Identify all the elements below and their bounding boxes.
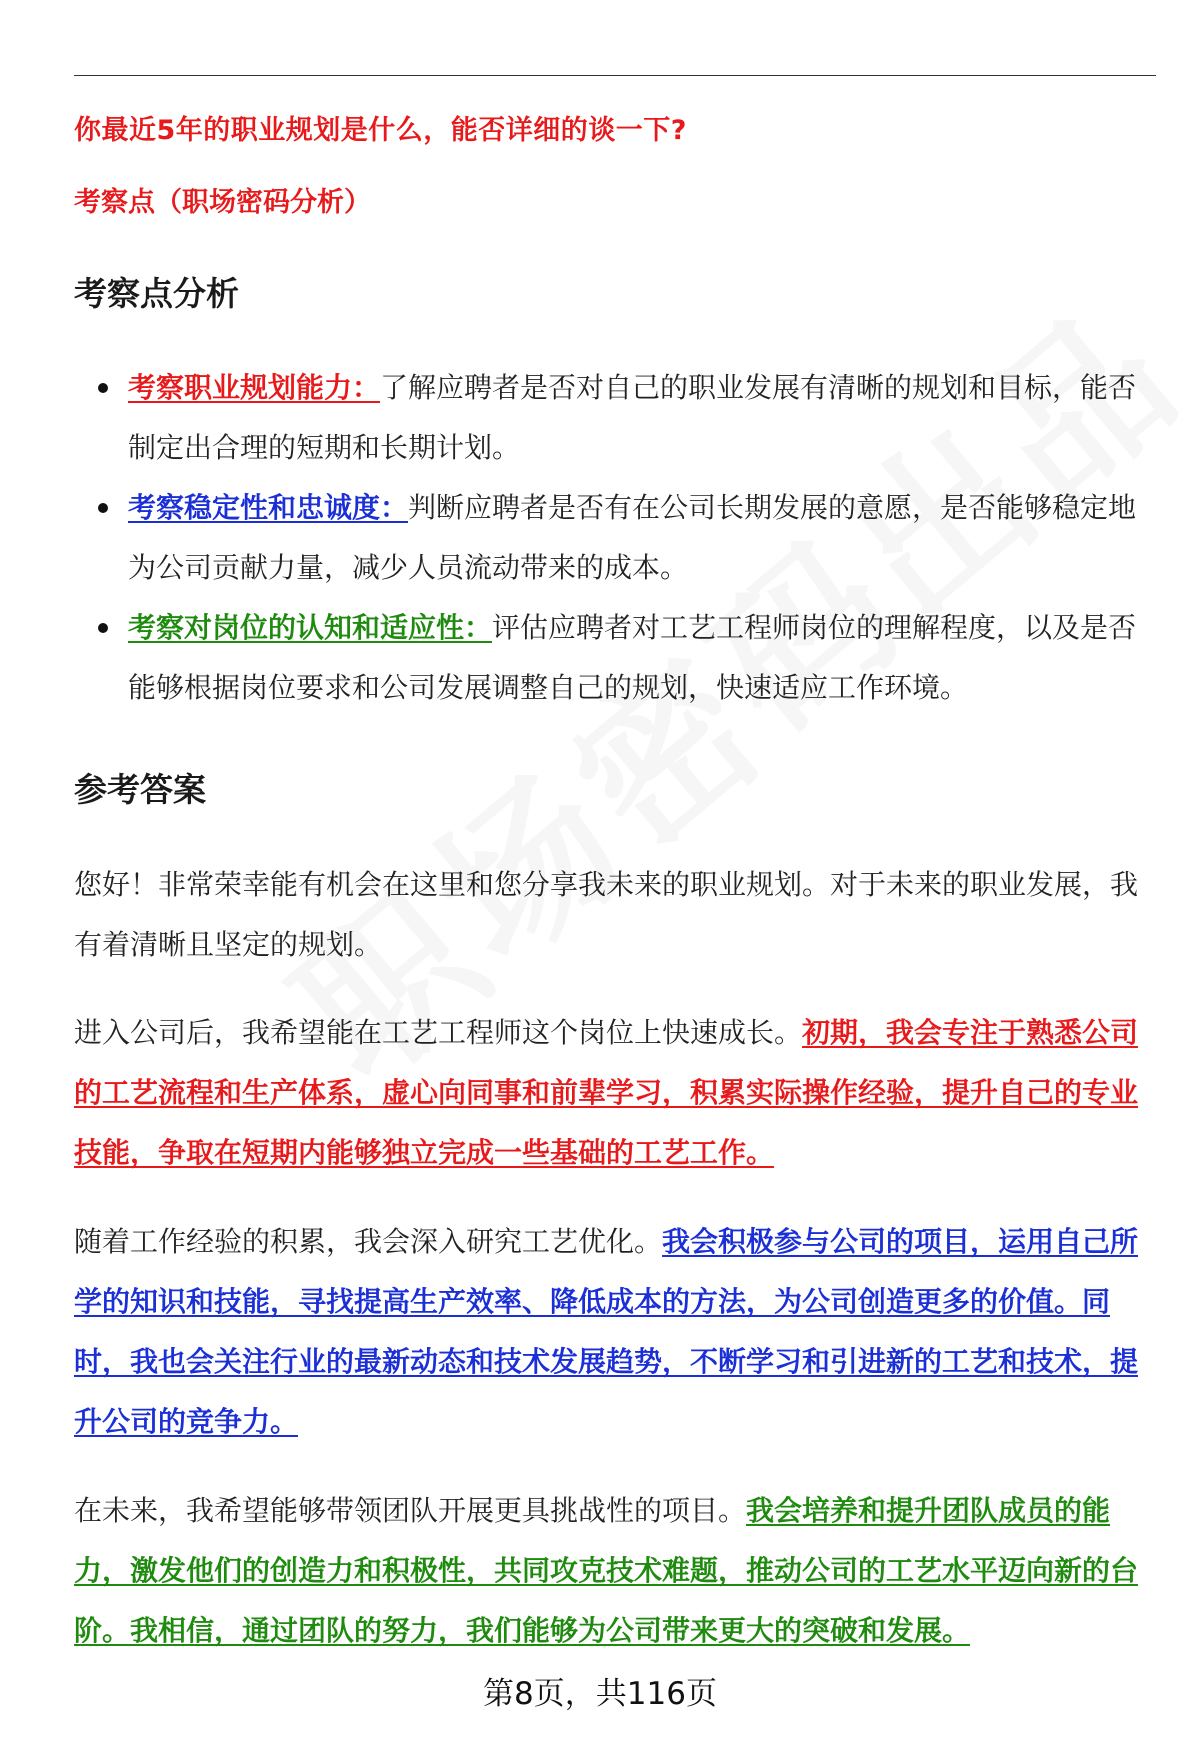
bullet-dot-icon [98,383,108,393]
question-title: 你最近5年的职业规划是什么，能否详细的谈一下? [74,115,687,146]
point-text: 了解应聘者是否对自己的职业发展有清晰的规划和目标，能否制定出合理的短期和长期计划。 [128,371,1137,464]
analysis-point-list [74,358,1156,718]
analysis-heading: 考察点分析 [74,274,239,313]
point-keyword: 考察职业规划能力： [128,371,381,404]
analysis-point [74,478,1156,598]
page-number: 第8页，共116页 [483,1676,717,1712]
answer-paragraph [74,1212,1156,1452]
point-text: 评估应聘者对工艺工程师岗位的理解程度，以及是否能够根据岗位要求和公司发展调整自己的规划，快速适应工作环境。 [128,611,1137,704]
paragraph-text: 随着工作经验的积累，我会深入研究工艺优化。 [74,1225,663,1258]
top-divider [74,75,1156,76]
answer-heading: 参考答案 [74,770,206,809]
answer-paragraph [74,1481,1156,1661]
point-text: 判断应聘者是否有在公司长期发展的意愿，是否能够稳定地为公司贡献力量，减少人员流动带来的成本。 [128,491,1137,584]
paragraph-text: 在未来，我希望能够带领团队开展更具挑战性的项目。 [74,1494,747,1527]
paragraph-highlight: 初期，我会专注于熟悉公司的工艺流程和生产体系，虚心向同事和前辈学习，积累实际操作经验，提升自己的专业技能，争取在短期内能够独立完成一些基础的工艺工作。 [74,1016,1139,1169]
analysis-point [74,358,1156,478]
answer-paragraph [74,1003,1156,1183]
sub-label: 考察点（职场密码分析） [74,187,371,218]
answer-paragraph [74,855,1156,975]
paragraph-text: 进入公司后，我希望能在工艺工程师这个岗位上快速成长。 [74,1016,803,1049]
paragraph-highlight: 我会培养和提升团队成员的能力，激发他们的创造力和积极性，共同攻克技术难题，推动公司的工艺水平迈向新的台阶。我相信，通过团队的努力，我们能够为公司带来更大的突破和发展。 [74,1494,1139,1647]
point-keyword: 考察稳定性和忠诚度： [128,491,409,524]
paragraph-text: 您好！非常荣幸能有机会在这里和您分享我未来的职业规划。对于未来的职业发展，我有着清晰且坚定的规划。 [74,868,1139,961]
point-keyword: 考察对岗位的认知和适应性： [128,611,493,644]
bullet-dot-icon [98,503,108,513]
paragraph-highlight: 我会积极参与公司的项目，运用自己所学的知识和技能，寻找提高生产效率、降低成本的方法，为公司创造更多的价值。同时，我也会关注行业的最新动态和技术发展趋势，不断学习和引进新的工艺和技术，提升公司的竞争力。 [74,1225,1139,1438]
analysis-point [74,598,1156,718]
bullet-dot-icon [98,623,108,633]
